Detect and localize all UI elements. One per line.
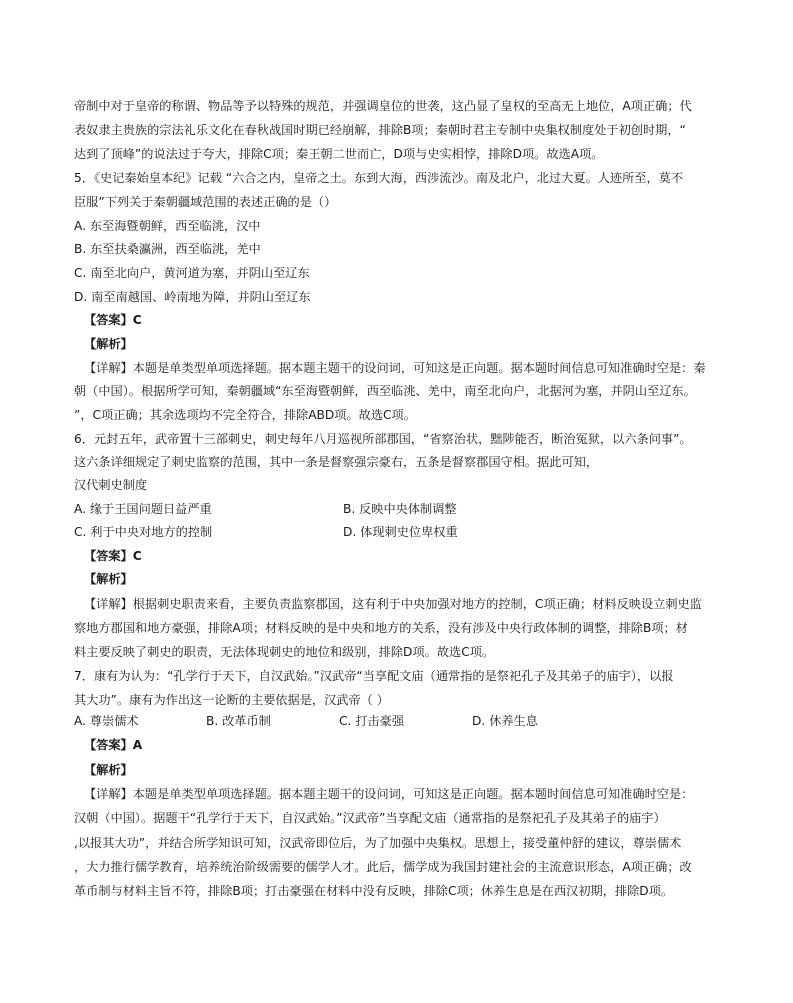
q7-detail-line: 【详解】本题是单类型单项选择题。据本题主题干的设问词，可知这是正向题。据本题时间信息可知准确时空是：: [84, 787, 694, 801]
q7-detail-line: 革币制与材料主旨不符，排除B项；打击豪强在材料中没有反映，排除C项；休养生息是在西汉初期，排除D项。: [74, 884, 674, 898]
q6-detail-line: 察地方郡国和地方豪强，排除A项；材料反映的是中央和地方的关系，没有涉及中央行政体制的调整，排除B项；材: [74, 621, 688, 635]
q6-stem-line: 6．元封五年，武帝置十三部刺史，刺史每年八月巡视所部郡国，“省察治状，黜陟能否，断治冤狱，以六条问事”。: [74, 432, 692, 446]
q7-option-c: C. 打击豪强: [339, 714, 405, 728]
q6-option-a: A. 缘于王国问题日益严重: [74, 502, 212, 516]
q5-answer: 【答案】C: [84, 313, 142, 327]
q5-detail-line: 【详解】本题是单类型单项选择题。据本题主题干的设问词，可知这是正向题。据本题时间信息可知准确时空是：秦: [84, 361, 706, 375]
q7-option-d: D. 休养生息: [472, 714, 538, 728]
q5-analysis-label: 【解析】: [84, 337, 133, 351]
q5-detail-line: 朝（中国）。根据所学可知，秦朝疆域“东至海暨朝鲜，西至临洮、羌中，南至北向户，北据河为塞，并阴山至辽东。: [74, 384, 696, 398]
q7-detail-line: ，大力推行儒学教育，培养统治阶级需要的儒学人才。此后，儒学成为我国封建社会的主流意识形态，A项正确；改: [74, 860, 692, 874]
q7-option-a: A. 尊崇儒术: [74, 714, 139, 728]
intro-line: 帝制中对于皇帝的称谓、物品等予以特殊的规范，并强调皇位的世袭，这凸显了皇权的至高无上地位，A项正确；代: [74, 99, 692, 113]
q6-answer: 【答案】C: [84, 549, 142, 563]
q6-option-d: D. 体现刺史位卑权重: [343, 525, 458, 539]
q7-analysis-label: 【解析】: [84, 763, 133, 777]
q6-option-c: C. 利于中央对地方的控制: [74, 525, 213, 539]
q5-stem-line: 臣服”下列关于秦朝疆域范围的表述正确的是（）: [74, 195, 337, 209]
q6-option-b: B. 反映中央体制调整: [343, 502, 457, 516]
q5-stem-line: 5．《史记秦始皇本纪》记载 “六合之内，皇帝之土。东到大海，西涉流沙。南及北户，北过大夏。人迹所至，莫不: [74, 171, 684, 185]
q7-answer: 【答案】A: [84, 738, 143, 752]
q7-detail-line: ,以报其大功”，并结合所学知识可知，汉武帝即位后，为了加强中央集权。思想上，接受董仲舒的建议，尊崇儒术: [74, 836, 682, 850]
q6-analysis-label: 【解析】: [84, 572, 133, 586]
intro-line: 表奴隶主贵族的宗法礼乐文化在春秋战国时期已经崩解，排除B项；秦朝时君主专制中央集权制度处于初创时期，“: [74, 123, 686, 137]
q6-detail-line: 【详解】根据刺史职责来看，主要负责监察郡国，这有利于中央加强对地方的控制，C项正确；材料反映设立刺史监: [84, 597, 702, 611]
q7-stem-line: 7．康有为认为：“孔学行于天下，自汉武始。”汉武帝“当享配文庙（通常指的是祭祀孔子及其弟子的庙宇），以报: [74, 669, 674, 683]
q5-detail-line: ”，C项正确；其余选项均不完全符合，排除ABD项。故选C项。: [74, 408, 416, 422]
q5-option-c: C. 南至北向户，黄河道为塞，并阴山至辽东: [74, 266, 310, 280]
q5-option-d: D. 南至南越国、岭南地为障，并阴山至辽东: [74, 290, 311, 304]
q6-stem-line: 汉代刺史制度: [74, 478, 148, 492]
q7-option-b: B. 改革币制: [206, 714, 271, 728]
q7-stem-line: 其大功”。康有为作出这一论断的主要依据是，汉武帝（ ）: [74, 693, 389, 707]
q7-detail-line: 汉朝（中国）。据题干“孔学行于天下，自汉武始。”汉武帝”当享配文庙（通常指的是祭祀孔子及其弟子的庙宇）: [74, 811, 666, 825]
q5-option-b: B. 东至扶桑瀛洲，西至临洮，羌中: [74, 242, 261, 256]
q6-stem-line: 这六条详细规定了刺史监察的范围，其中一条是督察强宗豪右，五条是督察郡国守相。据此可知，: [74, 455, 599, 469]
intro-line: 达到了顶峰”的说法过于夸大，排除C项；秦王朝二世而亡，D项与史实相悖，排除D项。故选A项。: [74, 147, 604, 161]
q6-detail-line: 料主要反映了刺史的职责，无法体现刺史的地位和级别，排除D项。故选C项。: [74, 645, 495, 659]
q5-option-a: A. 东至海暨朝鲜，西至临洮，汉中: [74, 219, 261, 233]
